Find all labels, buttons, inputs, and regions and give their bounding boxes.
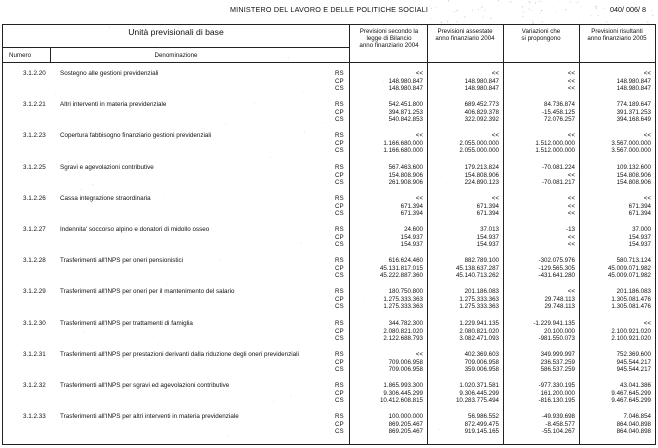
row-type-label: CS [335, 210, 344, 218]
unit-number: 3.1.2.30 [23, 320, 46, 327]
value: 9.306.445.299 [383, 389, 423, 397]
value: 37.013 [480, 226, 499, 233]
divider [3, 62, 655, 63]
row-type-label: RS [335, 382, 344, 389]
value: 45.138.637.287 [455, 264, 499, 272]
value: << [491, 195, 499, 202]
value: -49.939.698 [541, 413, 575, 420]
value-cell-2 [425, 226, 499, 249]
value: 224.890.123 [464, 179, 499, 187]
value: 148.980.847 [464, 85, 499, 93]
value: << [567, 210, 575, 218]
value: 945.544.217 [616, 366, 651, 374]
unit-number: 3.1.2.31 [23, 351, 46, 358]
value: 29.748.113 [544, 295, 575, 303]
column-header-line: Previsioni risultanti [591, 28, 643, 35]
value: 2.055.000.000 [459, 147, 499, 155]
value: 1.275.333.363 [383, 303, 423, 311]
row-type-label: CS [335, 241, 344, 249]
value: 154.937 [476, 233, 499, 241]
value: 154.808.906 [388, 171, 423, 179]
value: << [491, 132, 499, 139]
value: 567.463.600 [388, 164, 423, 171]
unit-denomination: Sgravi e agevolazioni contributive [60, 164, 154, 171]
value: 349.999.997 [540, 351, 575, 358]
value: 709.006.958 [464, 358, 499, 366]
value-cell-4 [577, 257, 651, 280]
value: 1.865.993.300 [383, 382, 423, 389]
value: -431.641.280 [538, 272, 575, 280]
value: 84.736.874 [544, 101, 575, 108]
value: 201.186.083 [616, 288, 651, 295]
value: 3.082.471.093 [459, 335, 499, 343]
value-cell-3 [501, 382, 575, 405]
value: 148.980.847 [388, 85, 423, 93]
value: 179.213.824 [464, 164, 499, 171]
value-cell-1 [349, 195, 423, 218]
row-type-label: CS [335, 179, 344, 187]
value: 391.371.253 [616, 108, 651, 116]
value-cell-1 [349, 351, 423, 374]
value-cell-3 [501, 351, 575, 374]
column-header-budget-law-2004 [351, 28, 427, 50]
value: 616.624.460 [388, 257, 423, 264]
page-code: 040/ 006/ 8 [610, 5, 646, 14]
budget-table [2, 24, 656, 445]
value: 1.512.000.000 [535, 147, 575, 155]
value: << [415, 132, 423, 139]
value: -55.104.267 [541, 428, 575, 436]
value-cell-4 [577, 70, 651, 93]
column-header-line: legge di Bilancio [366, 35, 412, 43]
column-header-adjusted-2004 [427, 28, 503, 42]
value: -13 [566, 226, 575, 233]
value: 671.394 [400, 202, 423, 210]
value: 109.132.600 [616, 164, 651, 171]
value: 1.229.941.135 [459, 320, 499, 327]
value: 864.040.898 [616, 420, 651, 428]
value: -977.330.195 [538, 382, 575, 389]
column-header-line: anno finanziario 2004 [435, 35, 495, 43]
value-cell-3 [501, 413, 575, 436]
value: 945.544.217 [616, 358, 651, 366]
value-cell-2 [425, 164, 499, 187]
value: 344.782.300 [388, 320, 423, 327]
row-type-label: RS [335, 320, 344, 327]
value: -816.130.195 [538, 397, 575, 405]
value: << [567, 77, 575, 85]
value: 919.145.165 [464, 428, 499, 436]
value: << [567, 171, 575, 179]
unit-number: 3.1.2.29 [23, 288, 46, 295]
value: 1.512.000.000 [535, 139, 575, 147]
unit-denomination: Sostegno alle gestioni previdenziali [60, 70, 159, 77]
value: -302.075.976 [538, 257, 575, 264]
value: << [567, 85, 575, 93]
row-type-label: RS [335, 288, 344, 295]
value-cell-1 [349, 101, 423, 124]
value: 542.451.800 [388, 101, 423, 108]
value: 24.600 [404, 226, 423, 233]
value: << [643, 132, 651, 139]
value: 689.452.773 [464, 101, 499, 108]
column-header-line: Previsioni secondo la [359, 28, 419, 35]
row-type-label: RS [335, 70, 344, 77]
value: 9.467.645.299 [611, 397, 651, 405]
row-type-label: CS [335, 272, 344, 280]
column-header-resulting-2005 [579, 28, 655, 42]
value-cell-3 [501, 164, 575, 187]
unit-denomination: Indennita' soccorso alpino e donatori di midollo osseo [60, 226, 210, 233]
column-header-line: Previsioni assestate [437, 28, 493, 35]
value-cell-2 [425, 288, 499, 311]
row-type-labels [335, 132, 344, 155]
value: 37.000 [632, 226, 651, 233]
unit-number: 3.1.2.25 [23, 164, 46, 171]
value: 1.166.680.000 [383, 139, 423, 147]
value: 1.166.680.000 [383, 147, 423, 155]
value: 154.808.906 [616, 171, 651, 179]
value: 869.205.467 [388, 420, 423, 428]
value: << [643, 195, 651, 202]
value: 43.041.386 [620, 382, 651, 389]
value-cell-1 [349, 226, 423, 249]
value: << [567, 288, 575, 295]
value: 100.000.000 [388, 413, 423, 420]
value-cell-1 [349, 164, 423, 187]
value: << [643, 320, 651, 327]
row-type-label: CP [335, 264, 344, 272]
value-cell-4 [577, 195, 651, 218]
row-type-label: CS [335, 147, 344, 155]
value-cell-4 [577, 164, 651, 187]
value: << [567, 132, 575, 139]
value: 1.275.333.363 [383, 295, 423, 303]
value-cell-4 [577, 320, 651, 343]
value: -8.458.577 [545, 420, 575, 428]
value-cell-2 [425, 70, 499, 93]
value-cell-1 [349, 382, 423, 405]
value: 148.980.847 [616, 77, 651, 85]
value-cell-1 [349, 257, 423, 280]
unit-denomination: Altri interventi in materia previdenziale [60, 101, 167, 108]
unit-number: 3.1.2.21 [23, 101, 46, 108]
value-cell-4 [577, 413, 651, 436]
value-cell-2 [425, 351, 499, 374]
unit-denomination: Copertura fabbisogno finanziario gestioni previdenziali [60, 132, 212, 139]
value: << [415, 70, 423, 77]
value: 154.937 [400, 241, 423, 249]
value: 56.986.552 [468, 413, 499, 420]
row-type-label: CS [335, 428, 344, 436]
number-column-header: Numero [9, 52, 32, 59]
column-header-line: Variazioni che [521, 28, 561, 35]
unit-denomination: Trasferimenti all'INPS per sgravi ed agevolazioni contributive [60, 382, 230, 389]
value: 2.080.821.020 [459, 327, 499, 335]
value-cell-1 [349, 320, 423, 343]
value: 45.009.071.982 [607, 272, 651, 280]
row-type-label: CS [335, 116, 344, 124]
row-type-labels [335, 70, 344, 93]
value-cell-3 [501, 101, 575, 124]
value: 154.937 [476, 241, 499, 249]
value: << [567, 233, 575, 241]
value: 180.750.800 [388, 288, 423, 295]
value: << [567, 195, 575, 202]
row-type-label: RS [335, 132, 344, 139]
value: 671.394 [400, 210, 423, 218]
value: 869.205.467 [388, 428, 423, 436]
value: 586.537.259 [540, 366, 575, 374]
value-cell-1 [349, 413, 423, 436]
value: 3.567.000.000 [611, 147, 651, 155]
value: 671.394 [628, 210, 651, 218]
value: 2.100.921.020 [611, 327, 651, 335]
value: 752.369.600 [616, 351, 651, 358]
row-type-label: RS [335, 164, 344, 171]
value-cell-3 [501, 70, 575, 93]
value: 709.006.958 [388, 366, 423, 374]
value: 671.394 [476, 202, 499, 210]
value: 1.305.081.476 [611, 303, 651, 311]
unit-number: 3.1.2.27 [23, 226, 46, 233]
value: 394.168.649 [616, 116, 651, 124]
value-cell-2 [425, 320, 499, 343]
value: -70.081.217 [541, 179, 575, 187]
column-header-proposed-changes [503, 28, 579, 42]
unit-number: 3.1.2.33 [23, 413, 46, 420]
value: 154.808.906 [616, 179, 651, 187]
value-cell-2 [425, 257, 499, 280]
value-cell-3 [501, 257, 575, 280]
unit-denomination: Trasferimenti all'INPS per oneri per il mantenimento del salario [60, 288, 235, 295]
value: 161.200.000 [540, 389, 575, 397]
value: << [415, 195, 423, 202]
value: 9.467.645.299 [611, 389, 651, 397]
row-type-label: CS [335, 366, 344, 374]
value: 1.275.333.363 [459, 303, 499, 311]
row-type-labels [335, 195, 344, 218]
row-type-label: CP [335, 295, 344, 303]
value: 864.040.898 [616, 428, 651, 436]
value: 1.305.081.476 [611, 295, 651, 303]
value: 882.789.100 [464, 257, 499, 264]
value-cell-4 [577, 351, 651, 374]
value: 1.020.371.581 [459, 382, 499, 389]
value-cell-3 [501, 132, 575, 155]
value: 322.092.392 [464, 116, 499, 124]
value: 2.122.688.793 [383, 335, 423, 343]
row-type-label: CP [335, 202, 344, 210]
row-type-label: CP [335, 389, 344, 397]
value: 402.369.603 [464, 351, 499, 358]
row-type-label: CP [335, 420, 344, 428]
row-type-label: CP [335, 171, 344, 179]
divider [3, 47, 349, 48]
value: 10.283.775.494 [455, 397, 499, 405]
unit-denomination: Trasferimenti all'INPS per altri interventi in materia previdenziale [60, 413, 239, 420]
column-header-line: anno finanziario 2005 [587, 35, 647, 43]
value: 872.499.475 [464, 420, 499, 428]
value: 201.186.083 [464, 288, 499, 295]
value: 45.131.817.015 [379, 264, 423, 272]
value: 9.306.445.299 [459, 389, 499, 397]
row-type-labels [335, 101, 344, 124]
value: -15.458.125 [541, 108, 575, 116]
value: 671.394 [476, 210, 499, 218]
row-type-label: RS [335, 351, 344, 358]
value-cell-1 [349, 70, 423, 93]
row-type-label: RS [335, 226, 344, 233]
value: 148.980.847 [388, 77, 423, 85]
row-type-labels [335, 382, 344, 405]
row-type-label: CP [335, 77, 344, 85]
value-cell-4 [577, 382, 651, 405]
row-type-labels [335, 257, 344, 280]
value: << [567, 202, 575, 210]
column-header-line: si propongono [521, 35, 561, 43]
denomination-column-header: Denominazione [154, 52, 198, 59]
value: 2.055.000.000 [459, 139, 499, 147]
unit-number: 3.1.2.26 [23, 195, 46, 202]
value: << [491, 70, 499, 77]
unit-denomination: Cassa integrazione straordinaria [60, 195, 151, 202]
value: 671.394 [628, 202, 651, 210]
value: 7.046.854 [623, 413, 651, 420]
row-type-label: CP [335, 233, 344, 241]
value: 154.808.906 [464, 171, 499, 179]
row-type-labels [335, 288, 344, 311]
value: 236.537.259 [540, 358, 575, 366]
row-type-label: CS [335, 397, 344, 405]
value: 148.980.847 [616, 85, 651, 93]
value-cell-4 [577, 288, 651, 311]
value-cell-4 [577, 132, 651, 155]
value: -129.565.305 [538, 264, 575, 272]
row-type-label: CP [335, 108, 344, 116]
value-cell-2 [425, 382, 499, 405]
value: 2.080.821.020 [383, 327, 423, 335]
row-type-label: CS [335, 335, 344, 343]
value-cell-2 [425, 132, 499, 155]
value-cell-2 [425, 413, 499, 436]
unit-number: 3.1.2.20 [23, 70, 46, 77]
column-header-line: anno finanziario 2004 [359, 42, 419, 50]
value: -981.550.073 [538, 335, 575, 343]
value: 359.006.958 [464, 366, 499, 374]
value: 154.937 [400, 233, 423, 241]
value: 709.006.958 [388, 358, 423, 366]
value: 261.908.906 [388, 179, 423, 187]
value: 2.100.921.020 [611, 335, 651, 343]
value: 540.842.853 [388, 116, 423, 124]
value: << [567, 70, 575, 77]
unit-denomination: Trasferimenti all'INPS per trattamenti di famiglia [60, 320, 193, 327]
row-type-label: RS [335, 257, 344, 264]
value: 45.009.071.982 [607, 264, 651, 272]
value: << [567, 241, 575, 249]
value: 774.189.647 [616, 101, 651, 108]
value: 20.100.000 [544, 327, 575, 335]
value-cell-3 [501, 320, 575, 343]
value-cell-2 [425, 195, 499, 218]
value: -1.229.941.135 [533, 320, 575, 327]
main-header: Unità previsionali di base [128, 27, 224, 37]
row-type-label: CP [335, 327, 344, 335]
ministry-title: MINISTERO DEL LAVORO E DELLE POLITICHE SOCIALI [229, 5, 429, 14]
value: 148.980.847 [464, 77, 499, 85]
row-type-labels [335, 351, 344, 374]
unit-number: 3.1.2.23 [23, 132, 46, 139]
unit-denomination: Trasferimenti all'INPS per prestazioni derivanti dalla riduzione degli oneri previdenziali [60, 351, 299, 358]
value: 406.829.378 [464, 108, 499, 116]
value: 580.713.124 [616, 257, 651, 264]
value: << [643, 70, 651, 77]
value-cell-1 [349, 288, 423, 311]
row-type-labels [335, 164, 344, 187]
row-type-label: CP [335, 358, 344, 366]
unit-number: 3.1.2.28 [23, 257, 46, 264]
value: 394.871.253 [388, 108, 423, 116]
row-type-label: CS [335, 303, 344, 311]
value: 10.412.608.815 [379, 397, 423, 405]
value-cell-4 [577, 226, 651, 249]
divider [50, 47, 51, 62]
row-type-labels [335, 226, 344, 249]
value-cell-1 [349, 132, 423, 155]
value-cell-3 [501, 226, 575, 249]
unit-number: 3.1.2.32 [23, 382, 46, 389]
row-type-label: RS [335, 101, 344, 108]
value-cell-2 [425, 101, 499, 124]
value: 45.140.713.262 [455, 272, 499, 280]
value: 29.748.113 [544, 303, 575, 311]
value: 72.076.257 [544, 116, 575, 124]
row-type-label: CP [335, 139, 344, 147]
value: 154.937 [628, 233, 651, 241]
value-cell-3 [501, 288, 575, 311]
unit-denomination: Trasferimenti all'INPS per oneri pensionistici [60, 257, 184, 264]
row-type-labels [335, 413, 344, 436]
value-cell-4 [577, 101, 651, 124]
value-cell-3 [501, 195, 575, 218]
value: 45.222.887.360 [379, 272, 423, 280]
value: 3.567.000.000 [611, 139, 651, 147]
row-type-label: CS [335, 85, 344, 93]
row-type-label: RS [335, 195, 344, 202]
value: 1.275.333.363 [459, 295, 499, 303]
row-type-label: RS [335, 413, 344, 420]
value: -70.081.224 [541, 164, 575, 171]
value: 154.937 [628, 241, 651, 249]
value: << [415, 351, 423, 358]
row-type-labels [335, 320, 344, 343]
